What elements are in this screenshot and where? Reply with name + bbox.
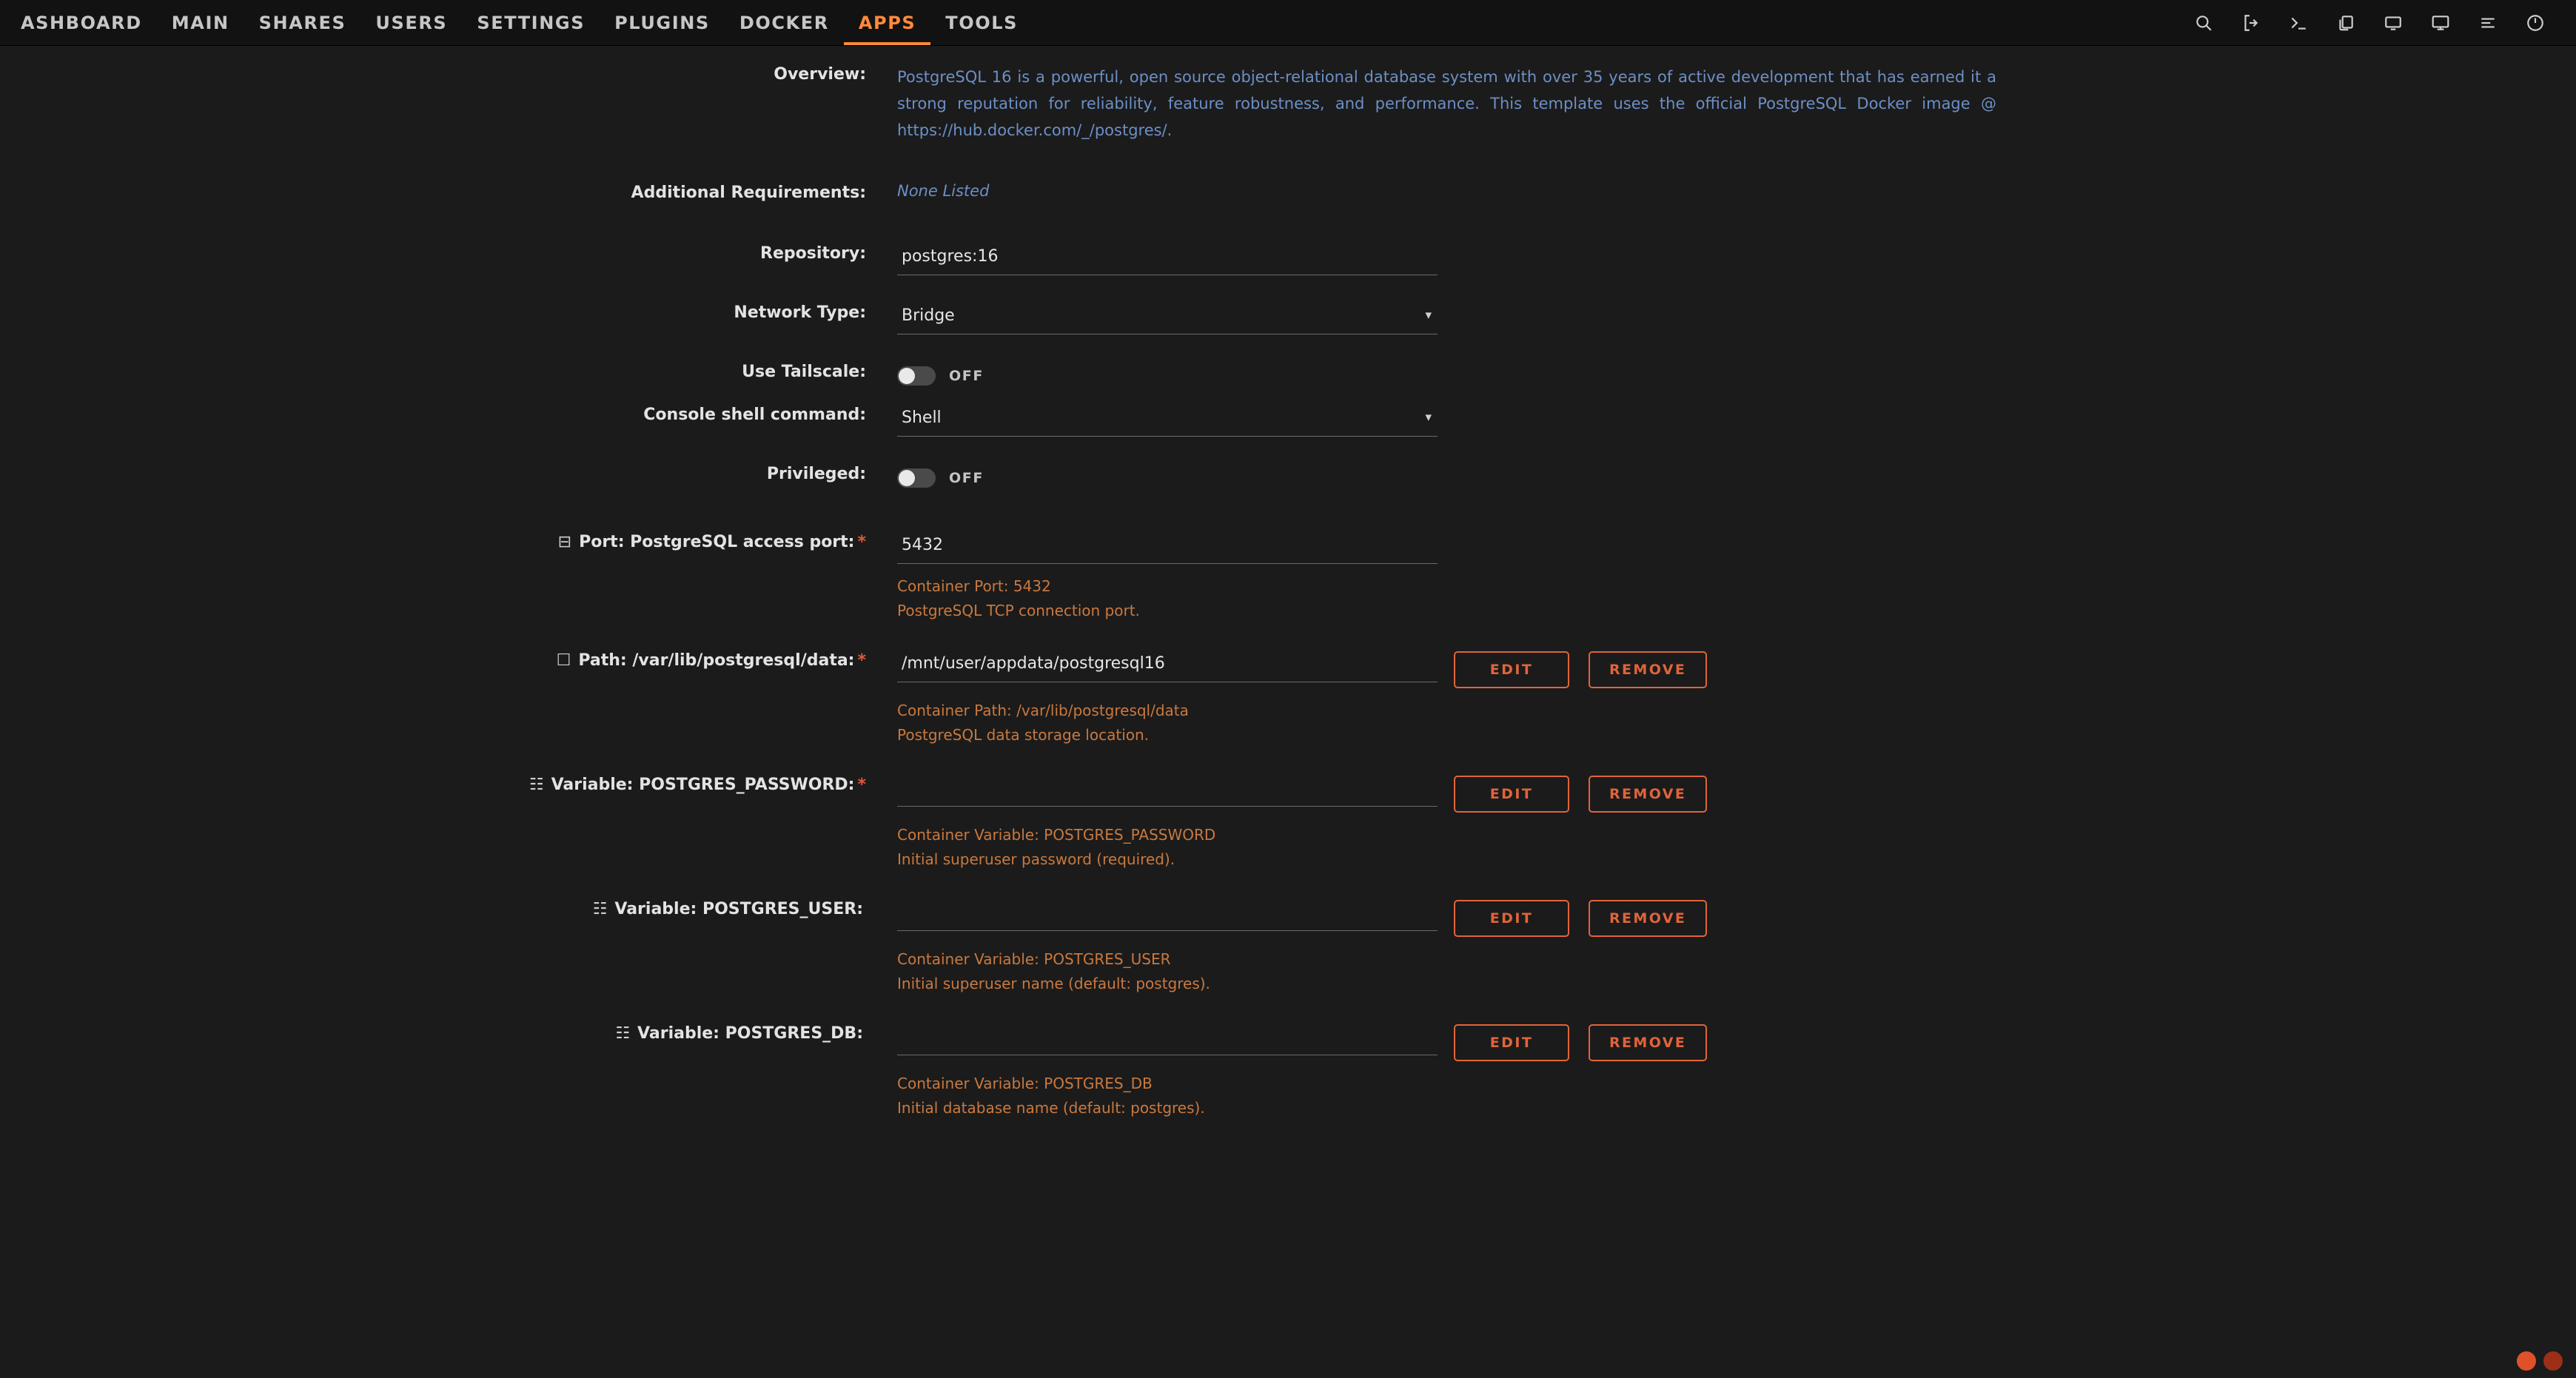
folder-icon: ☐ (556, 651, 571, 670)
monitor-icon[interactable] (2429, 12, 2452, 34)
var-user-input[interactable] (897, 898, 1438, 931)
repository-label: Repository: (760, 244, 866, 263)
path-input[interactable] (897, 650, 1438, 682)
var-db-helper-desc: Initial database name (default: postgres). (897, 1099, 1205, 1117)
row-variable-postgres-user (0, 898, 2576, 996)
port-label-text: Port: PostgreSQL access port: (579, 533, 855, 551)
var-user-helper-desc: Initial superuser name (default: postgres). (897, 975, 1210, 992)
list-icon[interactable] (2477, 12, 2499, 34)
var-db-input[interactable] (897, 1023, 1438, 1055)
additional-requirements-label: Additional Requirements: (631, 184, 866, 202)
nav-main[interactable]: MAIN (171, 13, 229, 33)
search-icon[interactable] (2193, 12, 2215, 34)
var-user-edit-button[interactable]: EDIT (1454, 900, 1569, 937)
path-helper (897, 699, 2576, 747)
port-input[interactable] (897, 531, 1438, 564)
nav-apps[interactable]: APPS (844, 0, 930, 45)
path-label (0, 650, 897, 672)
var-password-helper (897, 823, 2576, 872)
row-additional-requirements (0, 182, 2576, 204)
required-marker: * (857, 776, 866, 794)
row-network-type (0, 302, 2576, 335)
terminal-icon[interactable] (2287, 12, 2310, 34)
nav-shares[interactable]: SHARES (258, 13, 346, 33)
nav-icon-group (2193, 12, 2554, 34)
path-remove-button[interactable]: REMOVE (1589, 651, 1707, 688)
var-db-edit-button[interactable]: EDIT (1454, 1024, 1569, 1061)
copy-icon[interactable] (2335, 12, 2357, 34)
row-repository (0, 243, 2576, 275)
row-variable-postgres-db (0, 1023, 2576, 1120)
row-privileged (0, 463, 2576, 493)
collapse-icon[interactable]: ⊟ (557, 533, 572, 551)
path-helper-container: Container Path: /var/lib/postgresql/data (897, 702, 1189, 719)
overview-text: PostgreSQL 16 is a powerful, open source object-relational database system with over 35 years of active development that has earned it a strong reputation for reliability, feature robustness, and performance. This template uses the official PostgreSQL Docker image @ https://hub.docker.com/_/postgres/. (897, 68, 1996, 139)
row-variable-postgres-password (0, 774, 2576, 872)
row-use-tailscale (0, 361, 2576, 391)
use-tailscale-state: OFF (949, 368, 984, 384)
privileged-state: OFF (949, 470, 984, 486)
var-password-label (0, 774, 897, 796)
additional-requirements-value: None Listed (897, 182, 990, 200)
var-password-input[interactable] (897, 774, 1438, 807)
path-edit-button[interactable]: EDIT (1454, 651, 1569, 688)
nav-settings[interactable]: SETTINGS (477, 13, 586, 33)
logout-icon[interactable] (2240, 12, 2262, 34)
nav-dashboard[interactable]: ASHBOARD (21, 13, 142, 33)
var-password-helper-desc: Initial superuser password (required). (897, 850, 1175, 868)
path-label-text: Path: /var/lib/postgresql/data: (578, 651, 855, 670)
chevron-down-icon: ▾ (1425, 410, 1432, 425)
toggle-knob (899, 368, 915, 384)
console-shell-select[interactable] (897, 404, 1438, 437)
overview-label: Overview: (774, 65, 866, 84)
document-icon: ☷ (615, 1024, 631, 1043)
network-type-value: Bridge (902, 306, 955, 325)
nav-items (0, 0, 1033, 45)
document-icon: ☷ (529, 776, 544, 794)
var-db-helper-container: Container Variable: POSTGRES_DB (897, 1075, 1153, 1092)
nav-tools[interactable]: TOOLS (945, 13, 1019, 33)
network-type-label: Network Type: (734, 303, 866, 322)
required-marker: * (857, 651, 866, 670)
privileged-label: Privileged: (766, 465, 866, 483)
var-db-label (0, 1023, 897, 1045)
toggle-knob (899, 470, 915, 486)
status-indicator-group (2517, 1351, 2563, 1371)
console-shell-label: Console shell command: (643, 406, 866, 424)
var-user-helper (897, 947, 2576, 996)
chevron-down-icon: ▾ (1425, 308, 1432, 323)
use-tailscale-label: Use Tailscale: (742, 363, 866, 381)
var-db-label-text: Variable: POSTGRES_DB: (637, 1024, 863, 1043)
var-db-helper (897, 1072, 2576, 1120)
repository-input[interactable] (897, 243, 1438, 275)
row-console-shell (0, 404, 2576, 437)
network-type-select[interactable] (897, 302, 1438, 335)
nav-docker[interactable]: DOCKER (739, 13, 829, 33)
required-marker: * (857, 533, 866, 551)
power-icon[interactable] (2524, 12, 2546, 34)
status-dot-secondary (2543, 1351, 2563, 1371)
privileged-toggle[interactable] (897, 468, 936, 488)
document-icon: ☷ (592, 900, 608, 918)
port-helper-container: Container Port: 5432 (897, 577, 1051, 595)
var-password-label-text: Variable: POSTGRES_PASSWORD: (551, 776, 855, 794)
var-db-remove-button[interactable]: REMOVE (1589, 1024, 1707, 1061)
display-icon[interactable] (2382, 12, 2404, 34)
row-path (0, 650, 2576, 747)
var-user-label-text: Variable: POSTGRES_USER: (614, 900, 863, 918)
path-helper-desc: PostgreSQL data storage location. (897, 726, 1150, 744)
port-helper (897, 574, 2576, 623)
port-helper-desc: PostgreSQL TCP connection port. (897, 602, 1140, 619)
var-password-helper-container: Container Variable: POSTGRES_PASSWORD (897, 826, 1216, 844)
nav-plugins[interactable]: PLUGINS (614, 13, 710, 33)
row-overview (0, 64, 2576, 144)
console-shell-value: Shell (902, 409, 942, 427)
port-label (0, 531, 897, 554)
var-user-remove-button[interactable]: REMOVE (1589, 900, 1707, 937)
app-template-form (0, 46, 2576, 1120)
var-user-helper-container: Container Variable: POSTGRES_USER (897, 950, 1171, 968)
var-user-label (0, 898, 897, 921)
top-navigation-bar (0, 0, 2576, 46)
var-password-edit-button[interactable]: EDIT (1454, 776, 1569, 813)
row-port (0, 531, 2576, 623)
use-tailscale-toggle[interactable] (897, 366, 936, 386)
status-dot-primary (2517, 1351, 2536, 1371)
nav-users[interactable]: USERS (375, 13, 448, 33)
var-password-remove-button[interactable]: REMOVE (1589, 776, 1707, 813)
